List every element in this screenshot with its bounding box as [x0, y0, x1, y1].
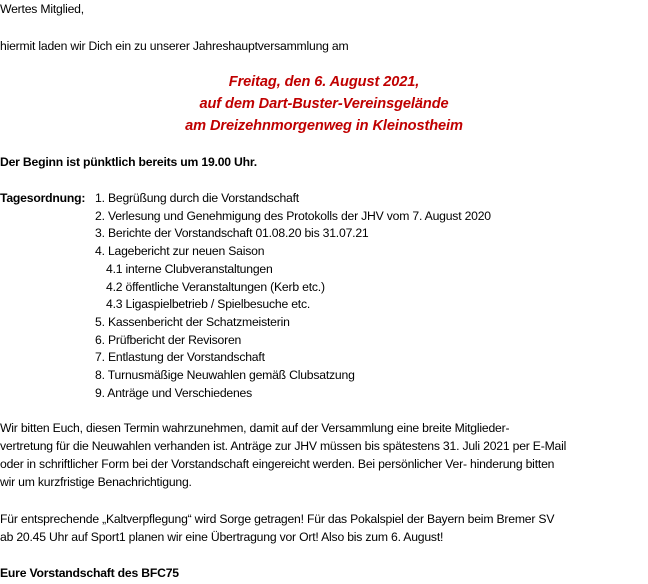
paragraph-line: oder in schriftlicher Form bei der Vorstandschaft eingereicht werden. Bei persönlicher Ver- hinderung bitten: [0, 457, 555, 471]
paragraph-line: Wir bitten Euch, diesen Termin wahrzunehmen, damit auf der Versammlung eine breite Mitglieder-: [0, 421, 510, 435]
agenda-item: 3. Berichte der Vorstandschaft 01.08.20 bis 31.07.21: [95, 226, 369, 240]
event-date: Freitag, den 6. August 2021,: [228, 74, 420, 90]
paragraph-line: Für entsprechende „Kaltverpflegung“ wird Sorge getragen! Für das Pokalspiel der Bayern beim Bremer SV: [0, 512, 555, 526]
agenda-item: 9. Anträge und Verschiedenes: [95, 386, 253, 400]
agenda-item: 7. Entlastung der Vorstandschaft: [95, 350, 265, 364]
paragraph-line: ab 20.45 Uhr auf Sport1 planen wir eine Übertragung vor Ort! Also bis zum 6. August!: [0, 530, 444, 544]
signature: Eure Vorstandschaft des BFC75: [0, 566, 179, 580]
paragraph-line: wir um kurzfristige Benachrichtigung.: [0, 475, 192, 489]
event-place: auf dem Dart-Buster-Vereinsgelände: [199, 96, 449, 112]
paragraph-line: vertretung für die Neuwahlen verhanden ist. Anträge zur JHV müssen bis spätestens 31. Juli 2021 per E-Mail: [0, 439, 567, 453]
agenda-item: 1. Begrüßung durch die Vorstandschaft: [95, 191, 299, 205]
agenda-subitem: 4.1 interne Clubveranstaltungen: [106, 262, 273, 276]
agenda-item: 8. Turnusmäßige Neuwahlen gemäß Clubsatzung: [95, 368, 355, 382]
agenda-item: 4. Lagebericht zur neuen Saison: [95, 244, 265, 258]
intro-text: hiermit laden wir Dich ein zu unserer Jahreshauptversammlung am: [0, 39, 349, 53]
agenda-item: 2. Verlesung und Genehmigung des Protokolls der JHV vom 7. August 2020: [95, 209, 491, 223]
agenda-subitem: 4.3 Ligaspielbetrieb / Spielbesuche etc.: [106, 297, 311, 311]
agenda-item: 6. Prüfbericht der Revisoren: [95, 333, 242, 347]
agenda-label: Tagesordnung:: [0, 191, 86, 205]
greeting: Wertes Mitglied,: [0, 2, 84, 16]
start-time: Der Beginn ist pünktlich bereits um 19.00 Uhr.: [0, 155, 257, 169]
agenda-item: 5. Kassenbericht der Schatzmeisterin: [95, 315, 290, 329]
event-address: am Dreizehnmorgenweg in Kleinostheim: [185, 118, 463, 134]
agenda-subitem: 4.2 öffentliche Veranstaltungen (Kerb etc.): [106, 280, 325, 294]
